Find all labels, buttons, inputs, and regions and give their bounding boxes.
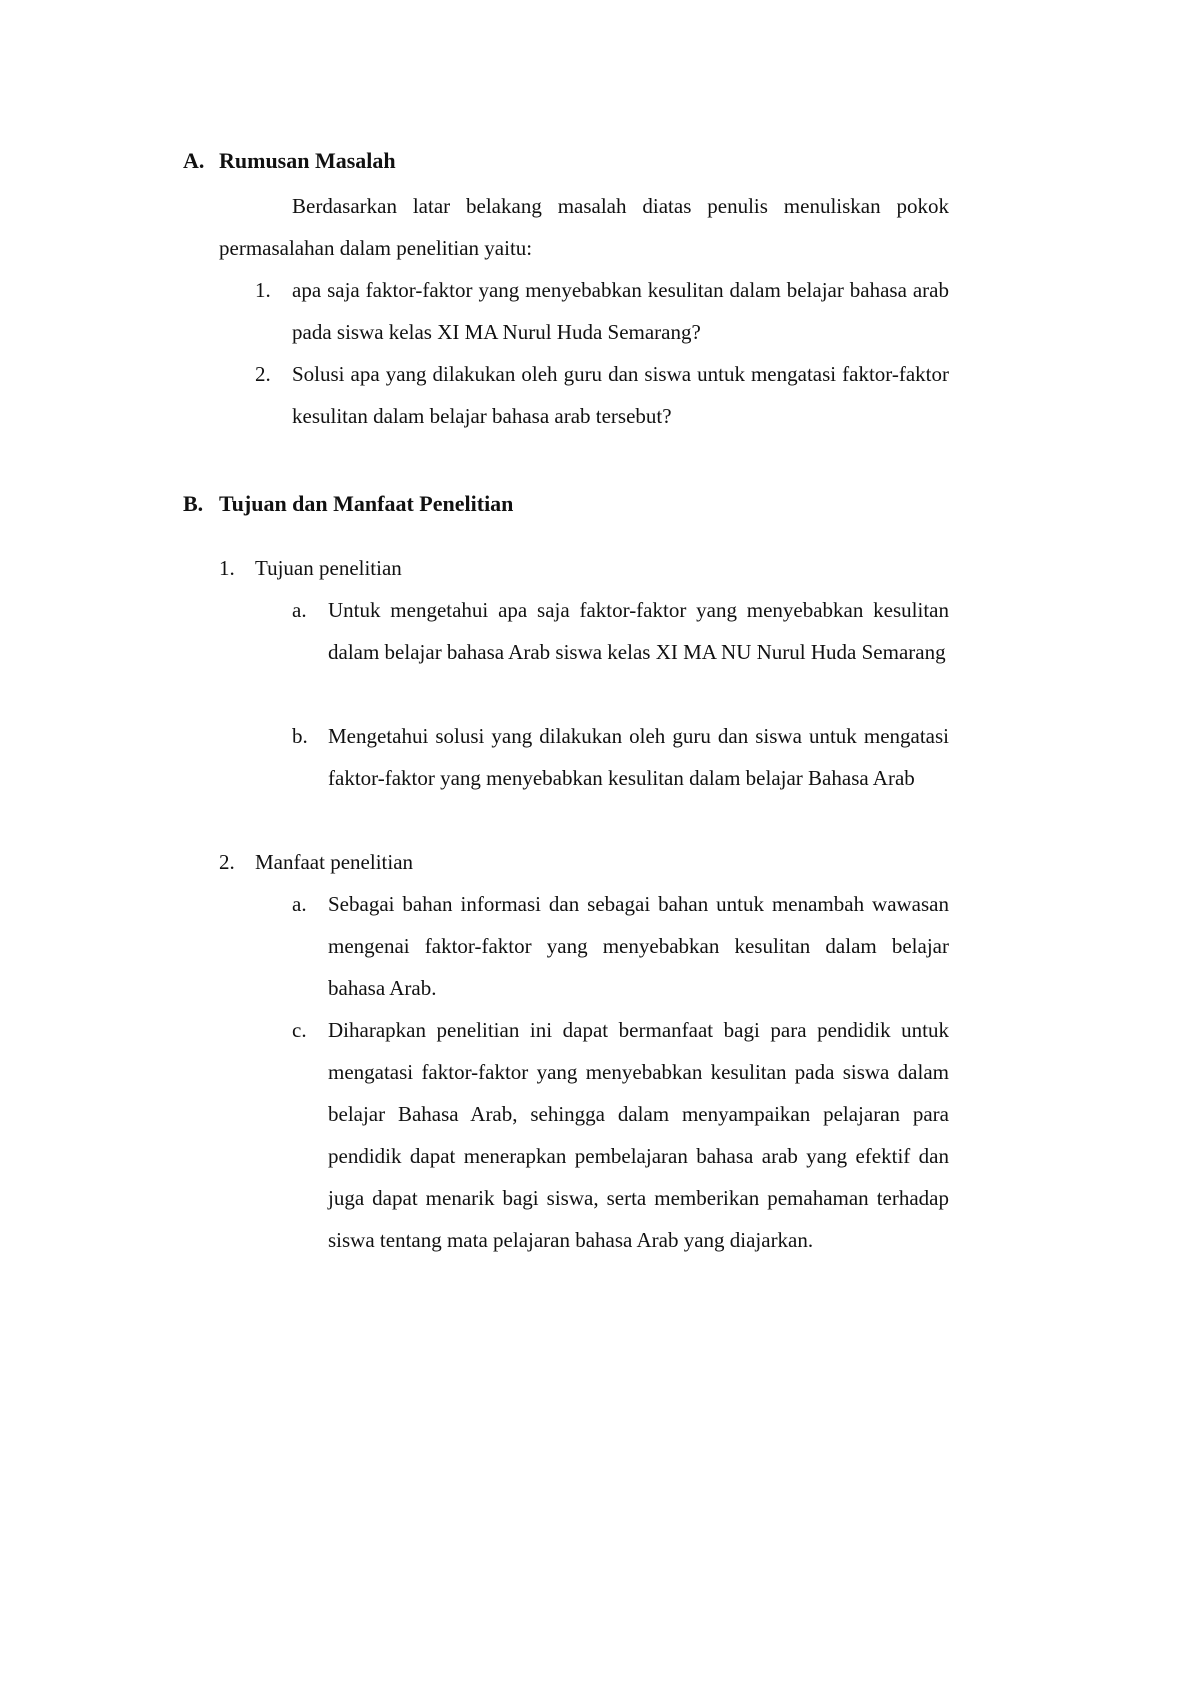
goal-item-b-letter: b.	[292, 724, 308, 748]
benefit-item-a-text: Sebagai bahan informasi dan sebagai bahan untuk menambah wawasan mengenai faktor-faktor yang menyebabkan kesulitan dalam belajar bahasa Arab.	[328, 892, 949, 1000]
section-b-label: B.	[183, 491, 204, 516]
goal-group-number: 1.	[219, 556, 235, 580]
problem-item-1-number: 1.	[255, 278, 271, 302]
benefit-item-c-letter: c.	[292, 1018, 307, 1042]
goal-group-title: Tujuan penelitian	[255, 556, 402, 580]
section-b-title: Tujuan dan Manfaat Penelitian	[219, 491, 514, 516]
benefit-group-number: 2.	[219, 850, 235, 874]
problem-item-2-text: Solusi apa yang dilakukan oleh guru dan siswa untuk mengatasi faktor-faktor kesulitan dalam belajar bahasa arab tersebut?	[292, 362, 949, 428]
section-b-heading	[183, 491, 513, 517]
section-a-heading	[183, 148, 396, 174]
section-a-intro: Berdasarkan latar belakang masalah diatas penulis menuliskan pokok permasalahan dalam penelitian yaitu:	[219, 194, 949, 260]
benefit-item-a-letter: a.	[292, 892, 307, 916]
section-a-title: Rumusan Masalah	[219, 148, 396, 173]
goal-item-a-text: Untuk mengetahui apa saja faktor-faktor yang menyebabkan kesulitan dalam belajar bahasa Arab siswa kelas XI MA NU Nurul Huda Semarang	[328, 598, 949, 664]
problem-item-1-text: apa saja faktor-faktor yang menyebabkan kesulitan dalam belajar bahasa arab pada siswa kelas XI MA Nurul Huda Semarang?	[292, 278, 949, 344]
goal-item-a-letter: a.	[292, 598, 307, 622]
problem-item-2-number: 2.	[255, 362, 271, 386]
benefit-group-title: Manfaat penelitian	[255, 850, 414, 874]
benefit-item-c-text: Diharapkan penelitian ini dapat bermanfaat bagi para pendidik untuk mengatasi faktor-faktor yang menyebabkan kesulitan pada siswa dalam belajar Bahasa Arab, sehingga dalam menyampaikan pelajaran para pendidik dapat menerapkan pembelajaran bahasa arab yang efektif dan juga dapat menarik bagi siswa, serta memberikan pemahaman terhadap siswa tentang mata pelajaran bahasa Arab yang diajarkan.	[328, 1018, 949, 1252]
goal-item-b-text: Mengetahui solusi yang dilakukan oleh guru dan siswa untuk mengatasi faktor-faktor yang menyebabkan kesulitan dalam belajar Bahasa Arab	[328, 724, 949, 790]
section-a-label: A.	[183, 148, 205, 173]
